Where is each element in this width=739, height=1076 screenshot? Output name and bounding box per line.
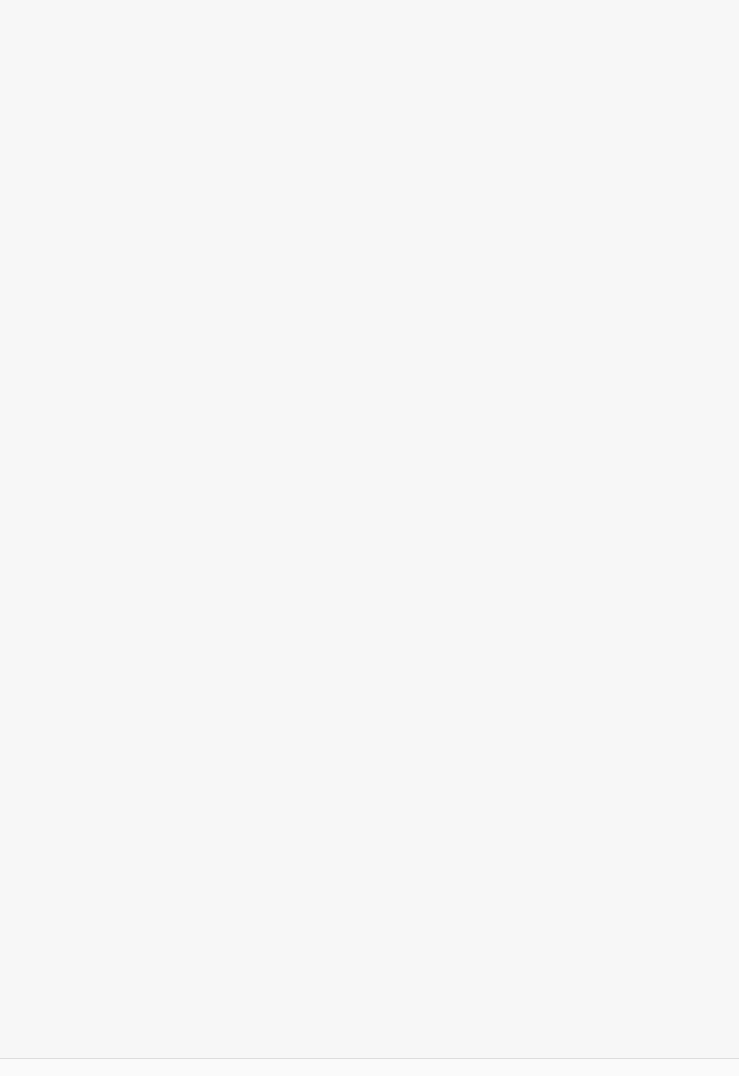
bottom-scroll-bar[interactable] bbox=[0, 1058, 739, 1076]
